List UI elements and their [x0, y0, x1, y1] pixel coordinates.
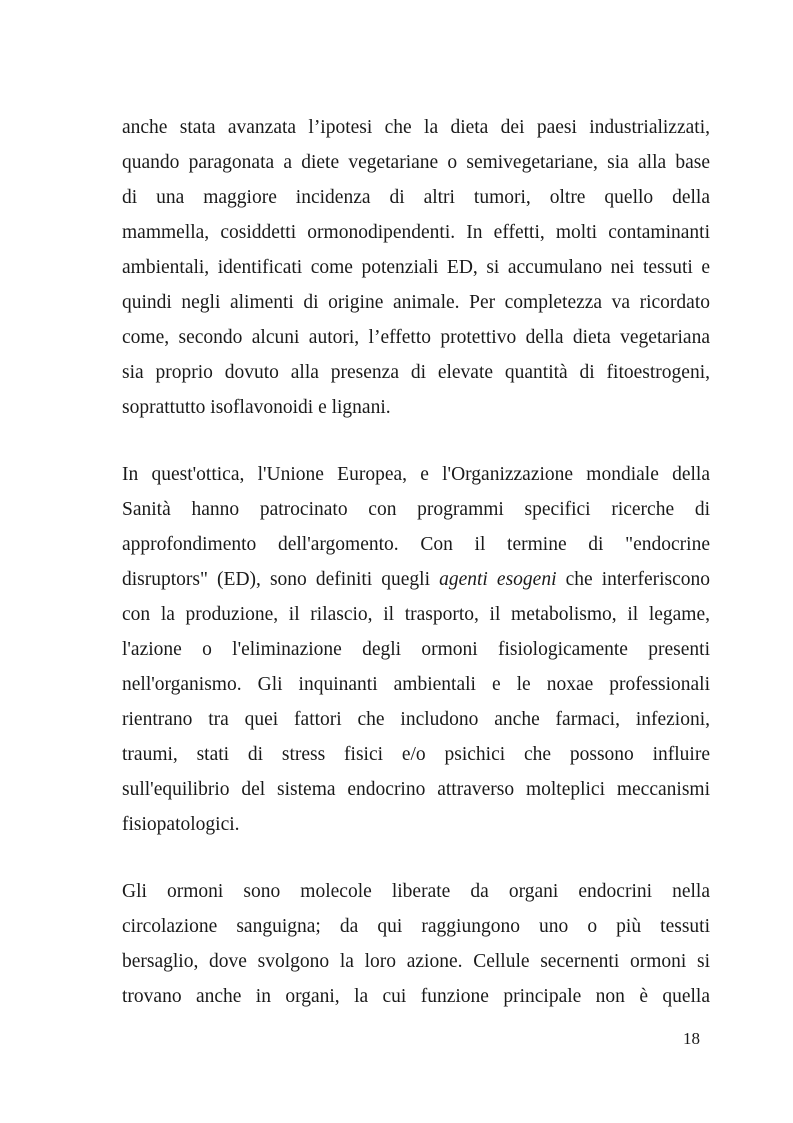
- text-line: Gli ormoni sono molecole liberate da organi endocrini nella: [122, 881, 710, 902]
- italic-term: agenti esogeni: [439, 569, 557, 590]
- text-line: mammella, cosiddetti ormonodipendenti. In effetti, molti contaminanti: [122, 222, 710, 243]
- text-line: nell'organismo. Gli inquinanti ambientali e le noxae professionali: [122, 674, 710, 695]
- text-line: bersaglio, dove svolgono la loro azione. Cellule secernenti ormoni si: [122, 951, 710, 972]
- text-line: fisiopatologici.: [122, 814, 240, 835]
- page-number: 18: [683, 1029, 700, 1048]
- text-line: approfondimento dell'argomento. Con il termine di "endocrine: [122, 534, 710, 555]
- text-line: sull'equilibrio del sistema endocrino attraverso molteplici meccanismi: [122, 779, 710, 800]
- text-line: sia proprio dovuto alla presenza di elevate quantità di fitoestrogeni,: [122, 362, 710, 383]
- text-line: quindi negli alimenti di origine animale. Per completezza va ricordato: [122, 292, 710, 313]
- text-line: [122, 568, 710, 592]
- text-line: quando paragonata a diete vegetariane o semivegetariane, sia alla base: [122, 152, 710, 173]
- text-line: ambientali, identificati come potenziali ED, si accumulano nei tessuti e: [122, 257, 710, 278]
- text-line: di una maggiore incidenza di altri tumori, oltre quello della: [122, 187, 710, 208]
- text-line: Sanità hanno patrocinato con programmi specifici ricerche di: [122, 499, 710, 520]
- text-line: rientrano tra quei fattori che includono anche farmaci, infezioni,: [122, 709, 710, 730]
- text-line: come, secondo alcuni autori, l’effetto protettivo della dieta vegetariana: [122, 327, 710, 348]
- text-line: circolazione sanguigna; da qui raggiungono uno o più tessuti: [122, 916, 710, 937]
- text-line: soprattutto isoflavonoidi e lignani.: [122, 397, 391, 418]
- text-line: traumi, stati di stress fisici e/o psichici che possono influire: [122, 744, 710, 765]
- text-span: disruptors" (ED), sono definiti quegli: [122, 569, 440, 590]
- text-span: che interferiscono: [556, 569, 711, 590]
- text-line: l'azione o l'eliminazione degli ormoni fisiologicamente presenti: [122, 639, 710, 660]
- text-line: con la produzione, il rilascio, il trasporto, il metabolismo, il legame,: [122, 604, 710, 625]
- text-line: In quest'ottica, l'Unione Europea, e l'Organizzazione mondiale della: [122, 464, 710, 485]
- text-line: anche stata avanzata l’ipotesi che la dieta dei paesi industrializzati,: [122, 117, 710, 138]
- text-line: trovano anche in organi, la cui funzione principale non è quella: [122, 986, 710, 1007]
